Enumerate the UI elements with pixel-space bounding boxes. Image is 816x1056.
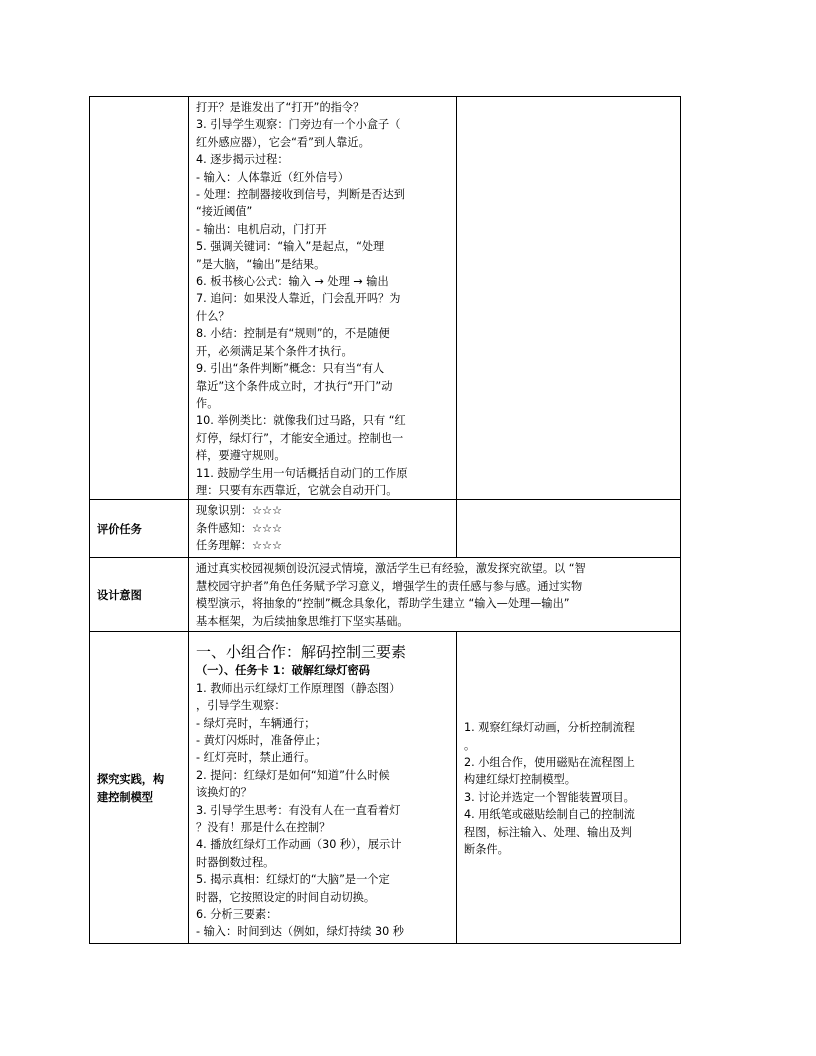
text-line: 靠近”这个条件成立时，才执行“开门”动 — [196, 379, 393, 393]
explore-student-cell — [457, 632, 681, 944]
text-line: 8. 小结：控制是有“规则”的，不是随便 — [196, 327, 390, 341]
text-line: 灯停，绿灯行”，才能安全通过。控制也一 — [196, 431, 404, 445]
text-line: 时器倒数过程。 — [196, 855, 275, 869]
text-line: 4. 用纸笔或磁贴绘制自己的控制流 — [464, 808, 635, 822]
text-line: 通过真实校园视频创设沉浸式情境，激活学生已有经验，激发探究欲望。以 “智 — [196, 562, 586, 576]
explore-label-line: 探究实践，构 — [97, 773, 165, 787]
text-line: 7. 追问：如果没人靠近，门会乱开吗？为 — [196, 292, 401, 306]
text-line: 5. 揭示真相：红绿灯的“大脑”是一个定 — [196, 873, 390, 887]
text-line: 4. 播放红绿灯工作动画（30 秒），展示计 — [196, 838, 402, 852]
text-line: 断条件。 — [464, 843, 509, 857]
text-line: - 处理：控制器接收到信号，判断是否达到 — [196, 188, 405, 202]
text-line: 。 — [464, 738, 476, 752]
text-line: 红外感应器），它会“看”到人靠近。 — [196, 135, 370, 149]
evaluation-label: 评价任务 — [90, 500, 189, 558]
text-line: ”是大脑，“输出”是结果。 — [196, 257, 326, 271]
text-line: 程图，标注输入、处理、输出及判 — [464, 825, 632, 839]
text-line: - 输入：时间到达（例如，绿灯持续 30 秒 — [196, 925, 404, 939]
text-line: 构建红绿灯控制模型。 — [464, 773, 576, 787]
text-line: 11. 鼓励学生用一句话概括自动门的工作原 — [196, 466, 408, 480]
evaluation-empty-cell — [457, 500, 681, 558]
table-row — [90, 632, 681, 944]
lesson-table — [89, 96, 681, 944]
text-line: 6. 板书核心公式：输入 → 处理 → 输出 — [196, 275, 389, 289]
text-line: 10. 举例类比：就像我们过马路，只有 “红 — [196, 414, 406, 428]
row1-teacher-cell — [189, 97, 457, 500]
text-line: - 绿灯亮时，车辆通行； — [196, 716, 316, 730]
text-line: ？没有！那是什么在控制？ — [196, 821, 331, 834]
text-line: “接近阈值” — [196, 205, 253, 219]
evaluation-item: 条件感知：☆☆☆ — [196, 521, 283, 535]
evaluation-item: 任务理解：☆☆☆ — [196, 539, 283, 553]
evaluation-items-cell — [189, 500, 457, 558]
evaluation-item: 现象识别：☆☆☆ — [196, 504, 283, 518]
design-label: 设计意图 — [90, 558, 189, 632]
text-line: 5. 强调关键词：“输入”是起点，“处理 — [196, 240, 385, 254]
text-line: 6. 分析三要素： — [196, 908, 278, 922]
text-line: 3. 引导学生观察：门旁边有一个小盒子（ — [196, 118, 401, 132]
text-line: 慧校园守护者”角色任务赋予学习意义，增强学生的责任感与参与感。通过实物 — [196, 579, 583, 593]
text-line: 1. 教师出示红绿灯工作原理图（静态图） — [196, 681, 401, 695]
text-line: 时器，它按照设定的时间自动切换。 — [196, 890, 376, 904]
text-line: - 红灯亮时，禁止通行。 — [196, 751, 316, 765]
text-line: 模型演示，将抽象的“控制”概念具象化，帮助学生建立 “输入—处理—输出” — [196, 597, 570, 611]
text-line: 2. 提问：红绿灯是如何“知道”什么时候 — [196, 768, 390, 782]
text-line: 9. 引出“条件判断”概念：只有当“有人 — [196, 362, 385, 376]
text-line: 理：只要有东西靠近，它就会自动开门。 — [196, 483, 398, 497]
text-line: ，引导学生观察： — [196, 699, 286, 713]
table-row — [90, 500, 681, 558]
table-row — [90, 558, 681, 632]
text-line: 3. 讨论并选定一个智能装置项目。 — [464, 790, 635, 804]
text-line: - 黄灯闪烁时，准备停止； — [196, 733, 327, 747]
section-heading: 一、小组合作：解码控制三要素 — [196, 643, 407, 662]
text-line: 4. 逐步揭示过程： — [196, 153, 289, 167]
row1-student-cell — [457, 97, 681, 500]
text-line: 基本框架，为后续抽象思维打下坚实基础。 — [196, 614, 409, 628]
table-row — [90, 97, 681, 500]
row1-label-cell — [90, 97, 189, 500]
explore-label-line: 建控制模型 — [97, 790, 153, 804]
design-content-cell — [189, 558, 681, 632]
text-line: 什么？ — [196, 309, 230, 323]
text-line: 开，必须满足某个条件才执行。 — [196, 344, 353, 358]
task-card-title: （一）、任务卡 1：破解红绿灯密码 — [196, 664, 370, 678]
text-line: - 输出：电机启动，门打开 — [196, 222, 327, 236]
text-line: - 输入：人体靠近（红外信号） — [196, 170, 350, 184]
text-line: 样，要遵守规则。 — [196, 449, 286, 463]
explore-label — [90, 632, 189, 944]
text-line: 3. 引导学生思考：有没有人在一直看着灯 — [196, 803, 401, 817]
text-line: 1. 观察红绿灯动画，分析控制流程 — [464, 721, 635, 735]
text-line: 该换灯的？ — [196, 786, 252, 800]
explore-teacher-cell — [189, 632, 457, 944]
text-line: 2. 小组合作，使用磁贴在流程图上 — [464, 756, 635, 770]
text-line: 作。 — [196, 396, 219, 410]
text-line: 打开？是谁发出了“打开”的指令？ — [196, 101, 365, 114]
